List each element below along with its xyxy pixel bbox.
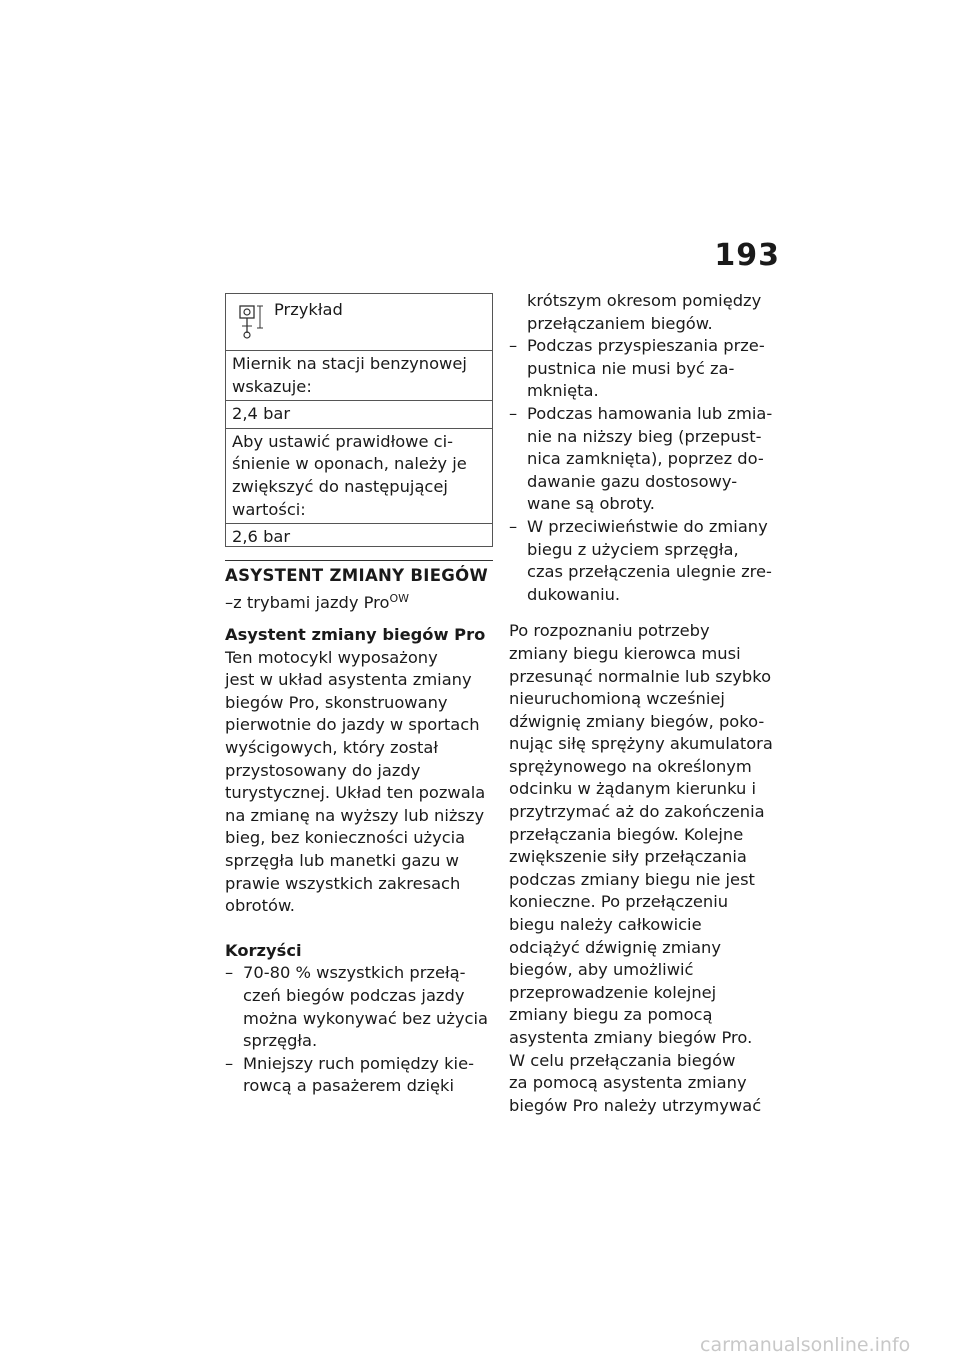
text-line: prawie wszystkich zakresach <box>225 873 461 893</box>
text-line: Po rozpoznaniu potrzeby <box>509 621 710 641</box>
text-line: wyścigowych, który został <box>225 737 439 757</box>
text-line: wskazuje: <box>232 376 312 396</box>
pressure-value: 2,4 bar <box>232 404 291 424</box>
text-line: zwiększenie siły przełączania <box>509 847 747 867</box>
text-line: zmiany biegu za pomocą <box>509 1005 713 1025</box>
watermark: carmanualsonline.info <box>700 1334 911 1356</box>
text-line: biegów, aby umożliwić <box>509 960 694 980</box>
example-title: Przykład <box>274 300 343 319</box>
text-line: Podczas hamowania lub zmia- <box>527 403 773 423</box>
text-line: przełączaniem biegów. <box>527 313 713 333</box>
text-line: Podczas przyspieszania prze- <box>527 336 765 356</box>
left-column <box>225 624 493 1098</box>
text-line: można wykonywać bez użycia <box>243 1008 488 1028</box>
example-row-instruction <box>226 429 492 524</box>
text-line: na zmianę na wyższy lub niższy <box>225 805 485 825</box>
text-line: nica zamknięta), poprzez do- <box>527 449 764 469</box>
text-line: zmiany biegu kierowca musi <box>509 643 741 663</box>
example-row-gauge <box>226 351 492 401</box>
text-line: dukowaniu. <box>527 584 621 604</box>
text-line: Ten motocykl wyposażony <box>225 647 438 667</box>
text-line: przeprowadzenie kolejnej <box>509 982 717 1002</box>
subtitle-text: –z trybami jazdy Pro <box>225 593 390 612</box>
tire-pressure-gauge-icon <box>238 302 266 340</box>
text-line: biegu należy całkowicie <box>509 915 702 935</box>
list-item: – Podczas przyspieszania prze- <box>509 336 765 356</box>
text-line: bieg, bez konieczności użycia <box>225 828 466 848</box>
section-divider <box>225 560 493 561</box>
text-line: dawanie gazu dostosowy- <box>527 471 738 491</box>
text-line: konieczne. Po przełączeniu <box>509 892 729 912</box>
text-line: wartości: <box>232 499 306 519</box>
text-line: śnienie w oponach, należy je <box>232 454 467 474</box>
text-line: mknięta. <box>527 381 599 401</box>
list-item: – Mniejszy ruch pomiędzy kie- <box>225 1053 474 1073</box>
text-line: Mniejszy ruch pomiędzy kie- <box>243 1053 474 1073</box>
text-line: W przeciwieństwie do zmiany <box>527 516 768 536</box>
text-line: nieuruchomioną wcześniej <box>509 689 725 709</box>
text-line: zwiększyć do następującej <box>232 476 448 496</box>
text-line: sprzęgła lub manetki gazu w <box>225 850 459 870</box>
text-line: biegów Pro należy utrzymywać <box>509 1095 762 1115</box>
text-line: przytrzymać aż do zakończenia <box>509 802 765 822</box>
text-line: sprzęgła. <box>243 1031 318 1051</box>
text-line: 70-80 % wszystkich przełą- <box>243 963 466 983</box>
list-item: – W przeciwieństwie do zmiany <box>509 516 768 536</box>
option-marker: OW <box>389 592 410 605</box>
text-line: nie na niższy bieg (przepust- <box>527 426 762 446</box>
text-line: za pomocą asystenta zmiany <box>509 1073 747 1093</box>
text-line: asystenta zmiany biegów Pro. <box>509 1028 753 1047</box>
text-line: wane są obroty. <box>527 494 655 514</box>
list-item: – 70-80 % wszystkich przełą- <box>225 963 466 983</box>
text-line: pustnica nie musi być za- <box>527 358 735 378</box>
example-row-target <box>226 524 492 551</box>
text-line: W celu przełączania biegów <box>509 1050 736 1070</box>
text-line: podczas zmiany biegu nie jest <box>509 869 755 889</box>
text-line: obrotów. <box>225 896 295 916</box>
text-line: czeń biegów podczas jazdy <box>243 985 465 1005</box>
section-title: ASYSTENT ZMIANY BIEGÓW <box>225 566 488 585</box>
text-line: rowcą a pasażerem dzięki <box>243 1076 454 1096</box>
text-line: sprężynowego na określonym <box>509 756 752 776</box>
text-line: krótszym okresom pomiędzy <box>527 291 762 310</box>
example-box-header <box>226 294 492 351</box>
text-line: przełączania biegów. Kolejne <box>509 824 744 844</box>
intro-heading: Asystent zmiany biegów Pro <box>225 625 486 644</box>
page-number: 193 <box>714 238 780 273</box>
right-column <box>509 290 784 1117</box>
text-line: czas przełączenia ulegnie zre- <box>527 562 772 582</box>
text-line: biegu z użyciem sprzęgła, <box>527 539 739 559</box>
text-line: Miernik na stacji benzynowej <box>232 354 467 373</box>
text-line: przystosowany do jazdy <box>225 760 421 780</box>
text-line: nując siłę sprężyny akumulatora <box>509 734 773 754</box>
text-line: biegów Pro, skonstruowany <box>225 692 448 712</box>
example-row-value <box>226 401 492 429</box>
text-line: pierwotnie do jazdy w sportach <box>225 715 480 735</box>
benefits-heading: Korzyści <box>225 940 302 960</box>
text-line: dźwignię zmiany biegów, poko- <box>509 711 765 731</box>
text-line: turystycznej. Układ ten pozwala <box>225 783 486 803</box>
text-line: Aby ustawić prawidłowe ci- <box>232 431 454 451</box>
text-line: odciążyć dźwignię zmiany <box>509 937 722 957</box>
pressure-value: 2,6 bar <box>232 527 291 547</box>
text-line: odcinku w żądanym kierunku i <box>509 779 757 799</box>
text-line: przesunąć normalnie lub szybko <box>509 666 772 686</box>
example-box <box>225 293 493 547</box>
section-subtitle <box>225 592 409 612</box>
text-line: jest w układ asystenta zmiany <box>225 670 472 690</box>
list-item: – Podczas hamowania lub zmia- <box>509 403 773 423</box>
